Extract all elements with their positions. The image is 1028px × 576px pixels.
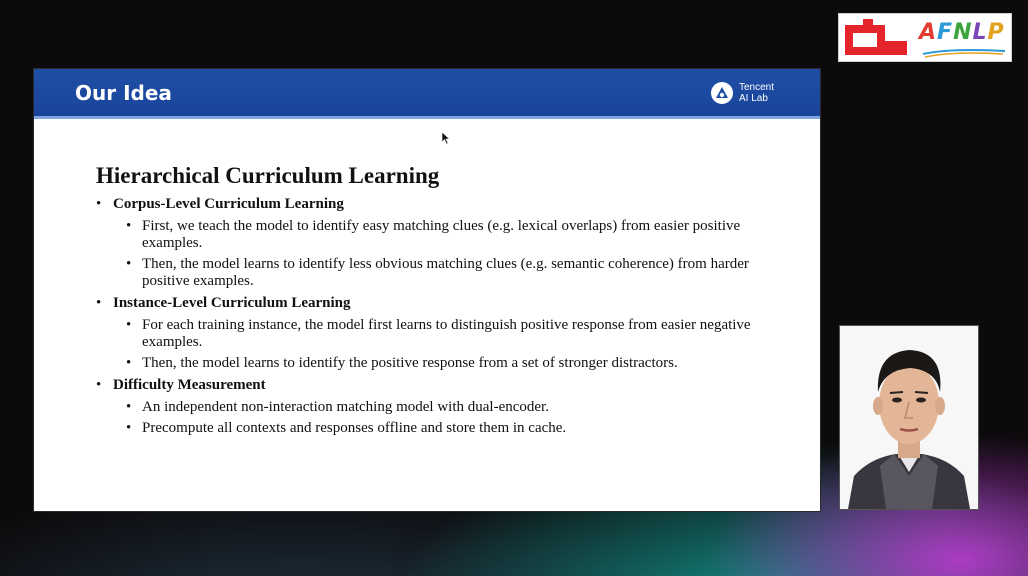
bullet-item: • An independent non-interaction matching model with dual-encoder. (96, 399, 796, 416)
bullet-item: • Then, the model learns to identify less obvious matching clues (e.g. semantic coherence) from harder positive examples. (96, 256, 796, 290)
speaker-video (840, 326, 978, 509)
conference-logo-text: AFNLP (919, 20, 1005, 45)
brand-line-2: AI Lab (739, 93, 768, 104)
tencent-ai-lab-logo (710, 79, 774, 107)
slide-title: Our Idea (75, 81, 172, 105)
slide-header (34, 69, 820, 119)
section-heading: • Corpus-Level Curriculum Learning (96, 195, 796, 214)
bullet-item: • For each training instance, the model first learns to distinguish positive response from easier negative examples. (96, 317, 796, 351)
slide-content (96, 163, 796, 437)
section-heading: • Difficulty Measurement (96, 376, 796, 395)
speaker-portrait-icon (840, 326, 978, 509)
conference-logo-mark-icon (845, 19, 907, 57)
bullet-item: • First, we teach the model to identify easy matching clues (e.g. lexical overlaps) from easier positive examples. (96, 218, 796, 252)
section-heading: • Instance-Level Curriculum Learning (96, 294, 796, 313)
mouse-cursor-icon (442, 132, 450, 144)
brand-line-1: Tencent (739, 82, 775, 93)
presentation-slide (34, 69, 820, 511)
slide-heading: Hierarchical Curriculum Learning (96, 163, 440, 188)
tencent-logo-icon (710, 81, 734, 105)
bullet-item: • Precompute all contexts and responses offline and store them in cache. (96, 420, 796, 437)
conference-logo (838, 13, 1012, 62)
logo-swoosh-icon (921, 48, 1007, 58)
bullet-item: • Then, the model learns to identify the positive response from a set of stronger distractors. (96, 355, 796, 372)
